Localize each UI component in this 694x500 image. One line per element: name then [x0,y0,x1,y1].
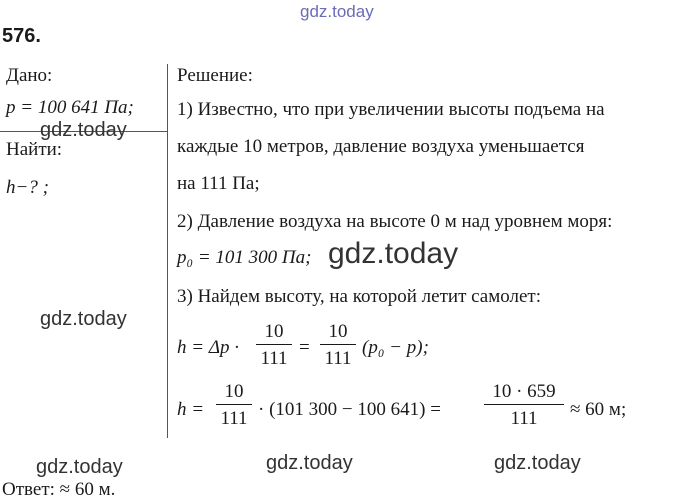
watermark: gdz.today [494,452,581,474]
given-pressure: p = 100 641 Па; [6,97,134,118]
watermark: gdz.today [40,308,127,330]
formula1-fraction2 [320,322,356,368]
given-header: Дано: [6,65,53,86]
formula2-frac1-den: 111 [220,408,248,429]
table-vertical-divider [167,64,168,438]
find-header: Найти: [6,139,63,160]
answer: Ответ: ≈ 60 м. [2,479,116,500]
fraction-bar [256,344,292,345]
step1-line2: каждые 10 метров, давление воздуха уменьшается [177,136,585,157]
watermark-top: gdz.today [300,2,374,21]
problem-number: 576. [2,25,41,47]
formula1-frac2-num: 10 [328,321,348,342]
find-value: h−? ; [6,177,49,198]
formula2-lhs: h = [177,399,205,420]
formula1-frac2-den: 111 [324,348,352,369]
fraction-bar [216,404,252,405]
formula1-fraction1 [256,322,292,368]
watermark: gdz.today [266,452,353,474]
formula1-lhs: h = Δp · [177,337,239,358]
formula2-mid: · (101 300 − 100 641) = [258,399,441,420]
step3-line1: 3) Найдем высоту, на которой летит самолет: [177,286,541,307]
fraction-bar [484,404,564,405]
formula1-rhs: (p₀ − p); [362,337,429,358]
formula2-rhs: ≈ 60 м; [570,399,627,420]
watermark: gdz.today [328,237,459,270]
step1-line1: 1) Известно, что при увеличении высоты подъема на [177,99,605,120]
step2-line1: 2) Давление воздуха на высоте 0 м над уровнем моря: [177,211,613,232]
formula1-eq: = [299,337,310,358]
step1-line3: на 111 Па; [177,173,260,194]
formula1-frac1-den: 111 [260,348,288,369]
formula2-frac1-num: 10 [224,381,244,402]
formula2-fraction2 [484,382,564,428]
formula1-frac1-num: 10 [264,321,284,342]
step2-line2: p₀ = 101 300 Па; [177,247,312,268]
watermark: gdz.today [36,456,123,478]
formula2-fraction1 [216,382,252,428]
formula2-frac2-num: 10 · 659 [492,381,556,402]
solution-header: Решение: [177,65,253,86]
formula2-frac2-den: 111 [510,408,538,429]
watermark: gdz.today [40,119,127,141]
fraction-bar [320,344,356,345]
